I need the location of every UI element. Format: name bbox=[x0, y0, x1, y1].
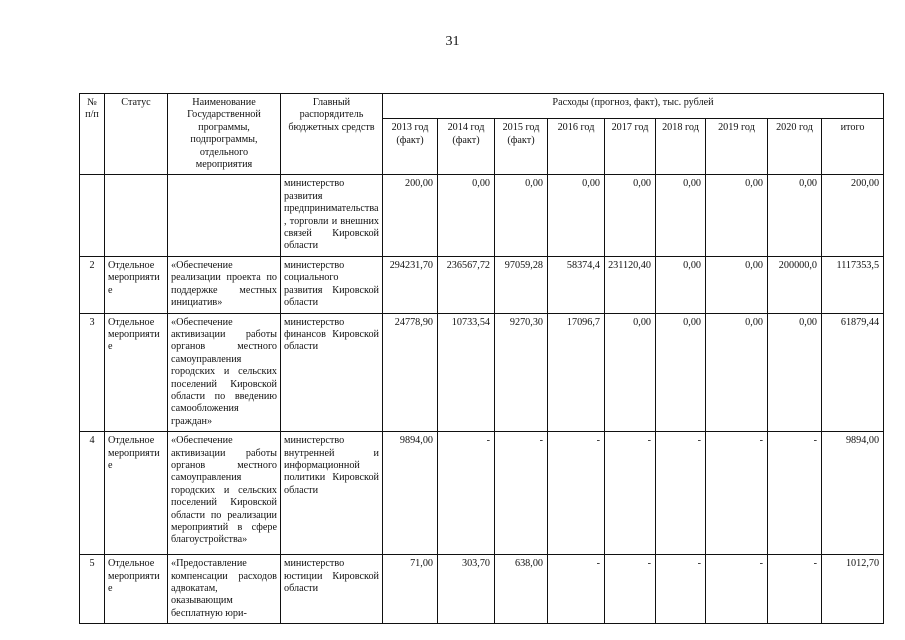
row-value: - bbox=[656, 555, 706, 624]
header-year: 2015 год (факт) bbox=[495, 119, 548, 175]
row-value: 200,00 bbox=[383, 175, 438, 256]
header-year: 2018 год bbox=[656, 119, 706, 175]
row-value: 0,00 bbox=[656, 175, 706, 256]
row-name: «Обеспечение активизации работы органов местного самоуправления городских и сельских поселений Кировской области по введению самообложения граждан» bbox=[168, 313, 281, 432]
header-year: 2017 год bbox=[605, 119, 656, 175]
row-num: 5 bbox=[80, 555, 105, 624]
row-value: 10733,54 bbox=[438, 313, 495, 432]
header-year: итого bbox=[822, 119, 884, 175]
row-value: 294231,70 bbox=[383, 256, 438, 313]
row-status: Отдельное мероприятие bbox=[105, 555, 168, 624]
row-value: 0,00 bbox=[605, 175, 656, 256]
row-value: 303,70 bbox=[438, 555, 495, 624]
row-value: 9270,30 bbox=[495, 313, 548, 432]
row-value: 236567,72 bbox=[438, 256, 495, 313]
row-manager: министерство финансов Кировской области bbox=[281, 313, 383, 432]
header-year: 2013 год (факт) bbox=[383, 119, 438, 175]
row-manager: министерство развития предпринимательства, торговли и внешних связей Кировской области bbox=[281, 175, 383, 256]
row-value: 1012,70 bbox=[822, 555, 884, 624]
row-value: 0,00 bbox=[605, 313, 656, 432]
header-year: 2019 год bbox=[706, 119, 768, 175]
row-value: 0,00 bbox=[706, 175, 768, 256]
row-value: 0,00 bbox=[768, 313, 822, 432]
header-manager: Главный распорядитель бюджетных средств bbox=[281, 94, 383, 175]
row-num: 3 bbox=[80, 313, 105, 432]
header-status: Статус bbox=[105, 94, 168, 175]
row-value: - bbox=[768, 432, 822, 555]
row-value: 71,00 bbox=[383, 555, 438, 624]
row-value: 1117353,5 bbox=[822, 256, 884, 313]
table-row bbox=[80, 175, 884, 256]
row-value: 0,00 bbox=[706, 256, 768, 313]
row-value: - bbox=[768, 555, 822, 624]
row-num: 2 bbox=[80, 256, 105, 313]
header-year: 2020 год bbox=[768, 119, 822, 175]
row-value: - bbox=[548, 432, 605, 555]
row-status: Отдельное мероприятие bbox=[105, 432, 168, 555]
row-manager: министерство внутренней и информационной политики Кировской области bbox=[281, 432, 383, 555]
header-row bbox=[80, 94, 884, 119]
row-value: 0,00 bbox=[495, 175, 548, 256]
header-expenses: Расходы (прогноз, факт), тыс. рублей bbox=[383, 94, 884, 119]
row-manager: министерство социального развития Кировской области bbox=[281, 256, 383, 313]
header-name: Наименование Государственной программы, подпрограммы, отдельного мероприятия bbox=[168, 94, 281, 175]
row-value: 24778,90 bbox=[383, 313, 438, 432]
row-value: - bbox=[605, 555, 656, 624]
row-manager: министерство юстиции Кировской области bbox=[281, 555, 383, 624]
row-value: 0,00 bbox=[656, 256, 706, 313]
row-name bbox=[168, 175, 281, 256]
row-value: 200,00 bbox=[822, 175, 884, 256]
row-value: 0,00 bbox=[768, 175, 822, 256]
row-value: 638,00 bbox=[495, 555, 548, 624]
row-value: 0,00 bbox=[706, 313, 768, 432]
row-value: 58374,4 bbox=[548, 256, 605, 313]
row-value: - bbox=[495, 432, 548, 555]
header-num: № п/п bbox=[80, 94, 105, 175]
table-row bbox=[80, 555, 884, 624]
row-value: - bbox=[605, 432, 656, 555]
row-value: 200000,0 bbox=[768, 256, 822, 313]
row-value: 231120,40 bbox=[605, 256, 656, 313]
row-num bbox=[80, 175, 105, 256]
row-value: 0,00 bbox=[548, 175, 605, 256]
row-value: - bbox=[706, 432, 768, 555]
row-value: - bbox=[706, 555, 768, 624]
table-row bbox=[80, 432, 884, 555]
row-value: 0,00 bbox=[438, 175, 495, 256]
row-value: 9894,00 bbox=[383, 432, 438, 555]
table-row bbox=[80, 256, 884, 313]
row-name: «Обеспечение активизации работы органов местного самоуправления городских и сельских поселений Кировской области по реализации мероприятий в сфере благоустройства» bbox=[168, 432, 281, 555]
row-value: 17096,7 bbox=[548, 313, 605, 432]
row-num: 4 bbox=[80, 432, 105, 555]
row-status: Отдельное мероприятие bbox=[105, 313, 168, 432]
row-value: 0,00 bbox=[656, 313, 706, 432]
row-name: «Обеспечение реализации проекта по поддержке местных инициатив» bbox=[168, 256, 281, 313]
row-value: - bbox=[438, 432, 495, 555]
row-value: 61879,44 bbox=[822, 313, 884, 432]
page-number: 31 bbox=[445, 34, 460, 49]
header-year: 2016 год bbox=[548, 119, 605, 175]
row-status: Отдельное мероприятие bbox=[105, 256, 168, 313]
row-value: - bbox=[656, 432, 706, 555]
row-value: 9894,00 bbox=[822, 432, 884, 555]
row-name: «Предоставление компенсации расходов адвокатам, оказывающим бесплатную юри- bbox=[168, 555, 281, 624]
header-year: 2014 год (факт) bbox=[438, 119, 495, 175]
row-status bbox=[105, 175, 168, 256]
row-value: - bbox=[548, 555, 605, 624]
row-value: 97059,28 bbox=[495, 256, 548, 313]
table-row bbox=[80, 313, 884, 432]
expenses-table bbox=[79, 93, 884, 624]
